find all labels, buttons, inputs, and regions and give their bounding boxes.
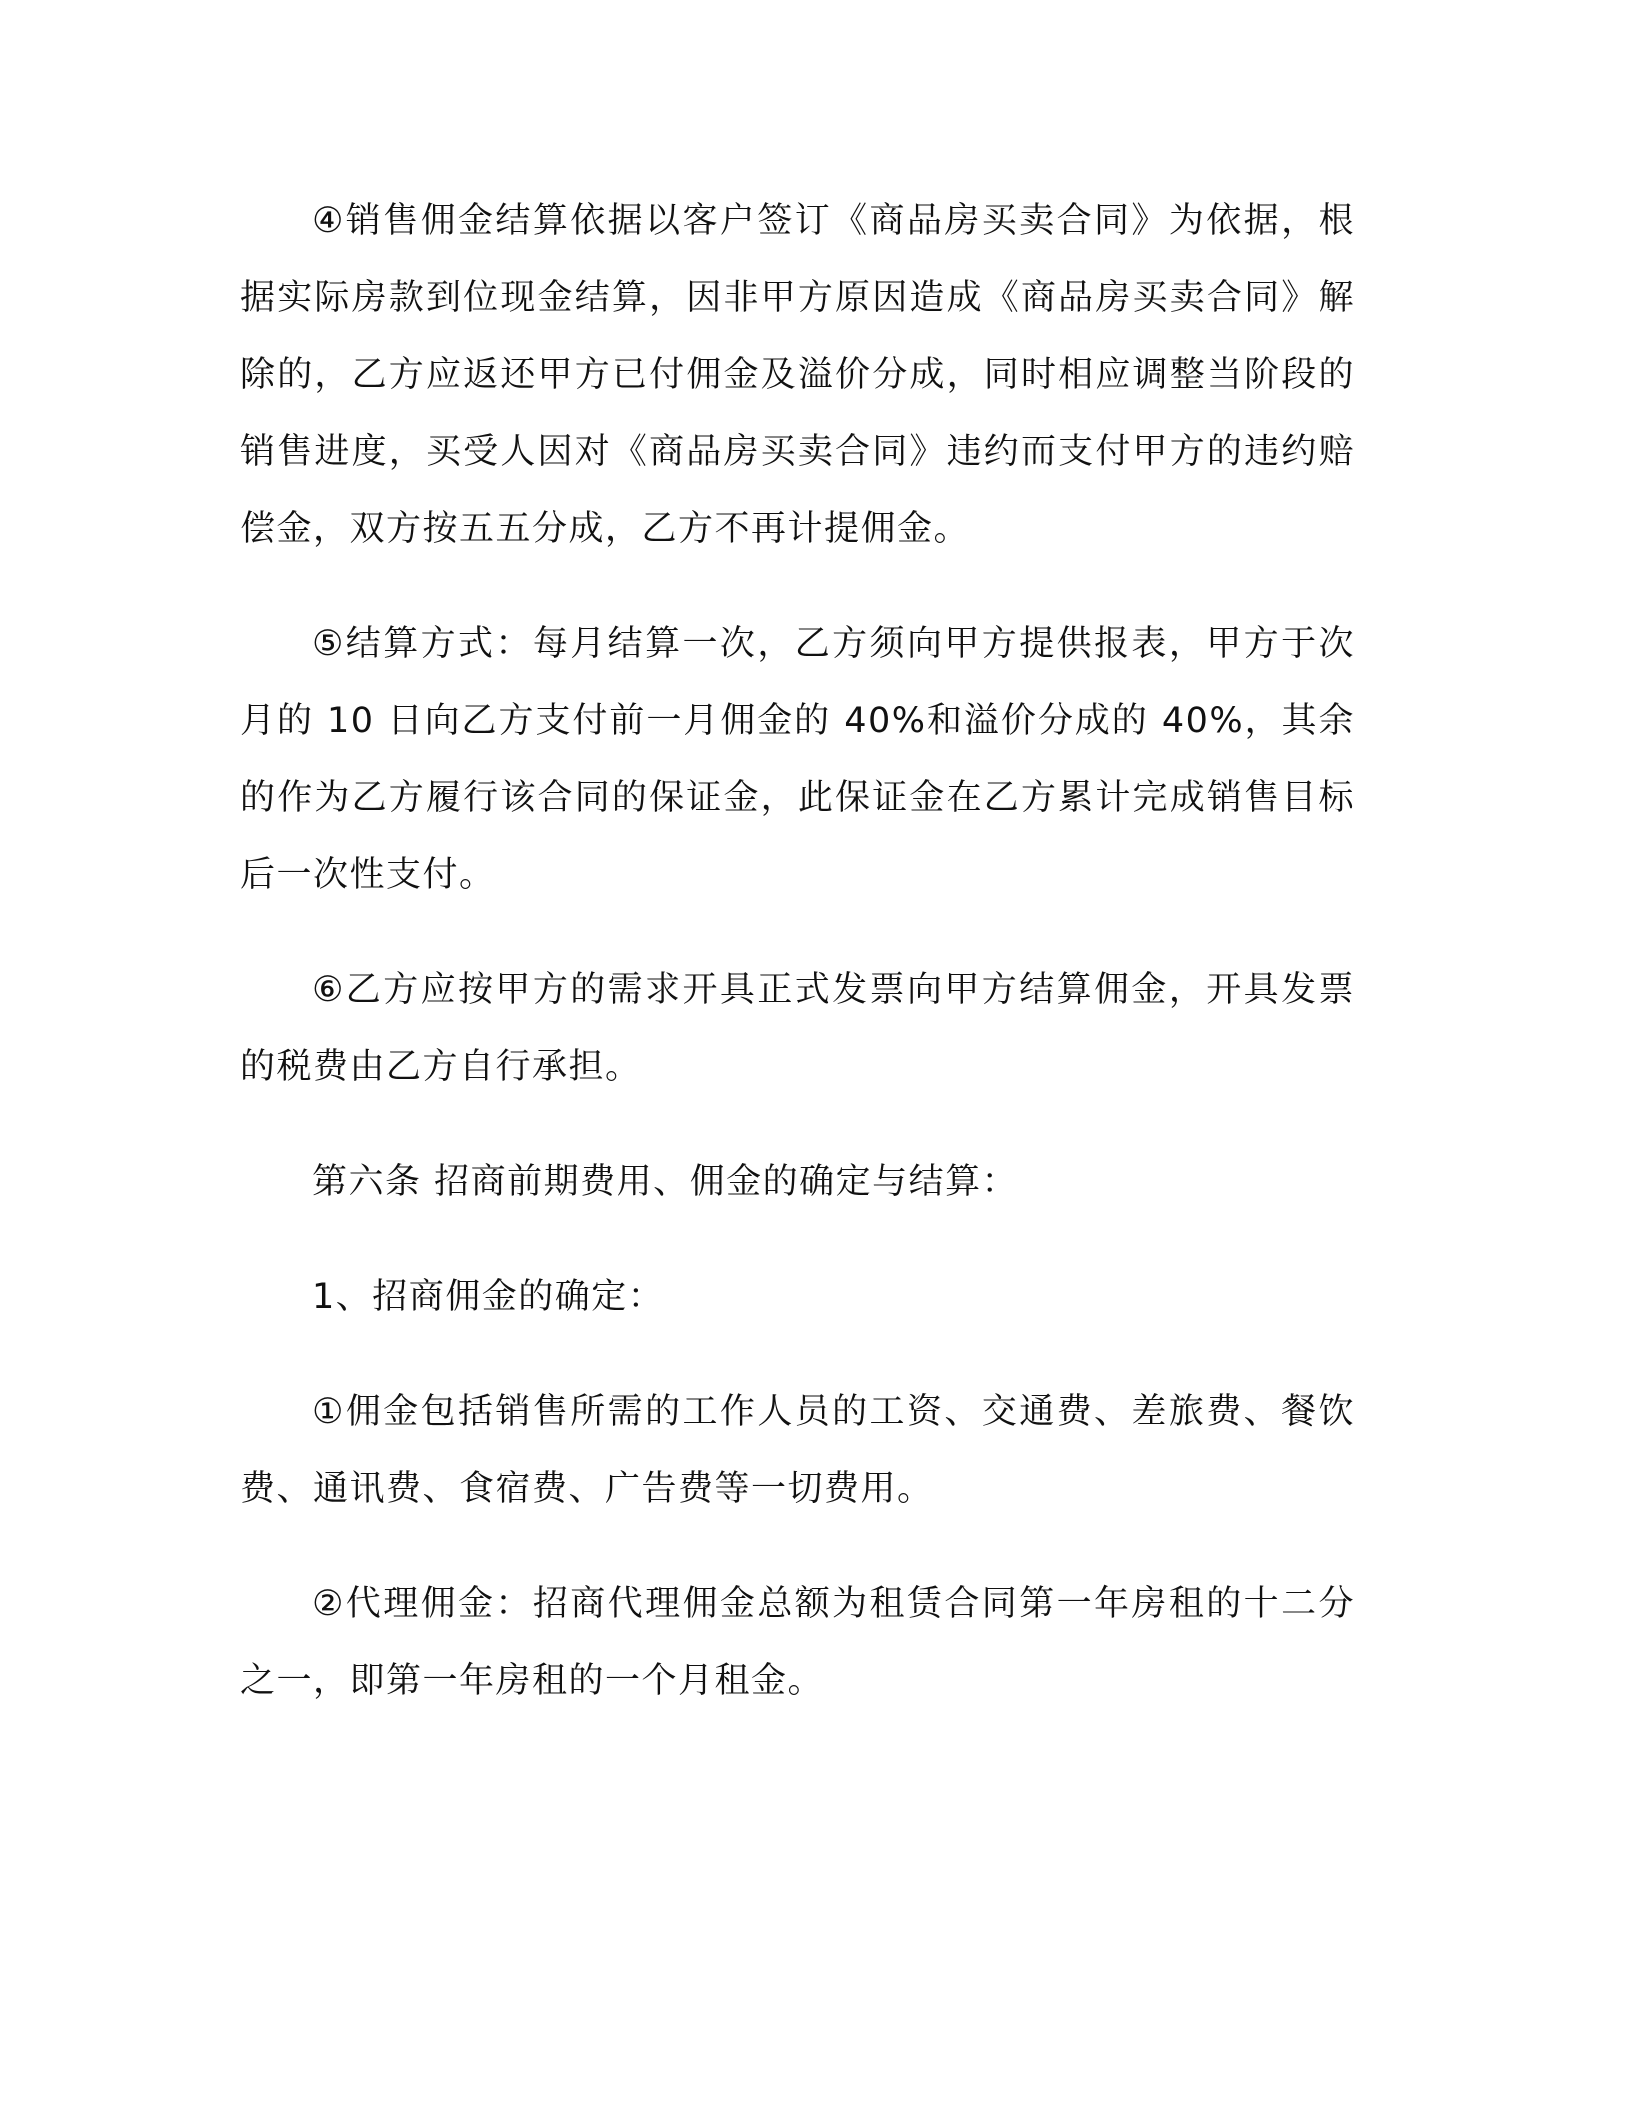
article-6-heading: 第六条 招商前期费用、佣金的确定与结算： [312, 1162, 1019, 1202]
clause-5-paragraph: ⑤结算方式：每月结算一次，乙方须向甲方提供报表，甲方于次月的 10 日向乙方支付前一月佣金的 40%和溢价分成的 40%，其余的作为乙方履行该合同的保证金，此保证金在乙方累计完成销售目标后一次性支付。 [240, 624, 1355, 895]
clause-4-paragraph: ④销售佣金结算依据以客户签订《商品房买卖合同》为依据，根据实际房款到位现金结算，因非甲方原因造成《商品房买卖合同》解除的，乙方应返还甲方已付佣金及溢价分成，同时相应调整当阶段的销售进度，买受人因对《商品房买卖合同》违约而支付甲方的违约赔偿金，双方按五五分成，乙方不再计提佣金。 [240, 201, 1355, 549]
item-1-paragraph: ①佣金包括销售所需的工作人员的工资、交通费、差旅费、餐饮费、通讯费、食宿费、广告费等一切费用。 [240, 1392, 1355, 1509]
item-2-paragraph: ②代理佣金：招商代理佣金总额为租赁合同第一年房租的十二分之一，即第一年房租的一个月租金。 [240, 1584, 1355, 1701]
section-1-heading: 1、招商佣金的确定： [312, 1277, 665, 1317]
document-body [240, 183, 1355, 1758]
clause-6-paragraph: ⑥乙方应按甲方的需求开具正式发票向甲方结算佣金，开具发票的税费由乙方自行承担。 [240, 970, 1355, 1087]
